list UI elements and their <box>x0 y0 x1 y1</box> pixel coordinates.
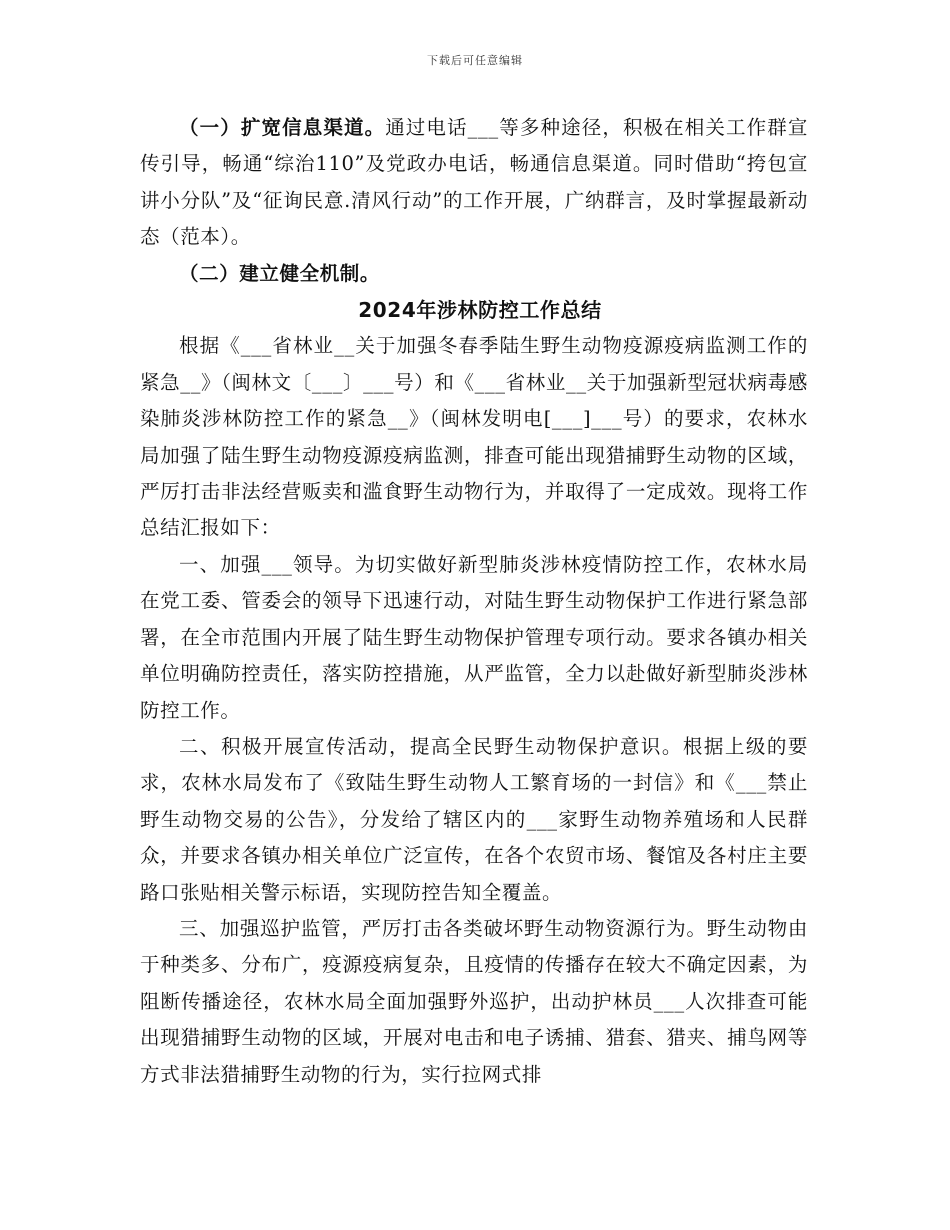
page-header: 下载后可任意编辑 <box>427 54 523 67</box>
document-title: 2024年涉林防控工作总结 <box>358 298 602 323</box>
paragraph-patrol: 三、加强巡护监管，严厉打击各类破坏野生动物资源行为。野生动物由于种类多、分布广，疫源疫病复杂，且疫情的传播存在较大不确定因素，为阻断传播途径，农林水局全面加强野外巡护，出动护林员___人次排查可能出现猎捕野生动物的区域，开展对电击和电子诱捕、猎套、猎夹、捕鸟网等方式非法猎捕野生动物的行为，实行拉网式排 <box>140 916 808 1086</box>
document-body <box>140 110 808 1093</box>
paragraph-publicity: 二、积极开展宣传活动，提高全民野生动物保护意识。根据上级的要求，农林水局发布了《致陆生野生动物人工繁育场的一封信》和《___禁止野生动物交易的公告》，分发给了辖区内的___家野生动物养殖场和人民群众，并要求各镇办相关单位广泛宣传，在各个农贸市场、餐馆及各村庄主要路口张贴相关警示标语，实现防控告知全覆盖。 <box>140 734 808 904</box>
paragraph-intro: 根据《___省林业__关于加强冬春季陆生野生动物疫源疫病监测工作的紧急__》（闽林文〔___〕___号）和《___省林业__关于加强新型冠状病毒感染肺炎涉林防控工作的紧急__》（闽林发明电[___]___号）的要求，农林水局加强了陆生野生动物疫源疫病监测，排查可能出现猎捕野生动物的区域，严厉打击非法经营贩卖和滥食野生动物行为，并取得了一定成效。现将工作总结汇报如下： <box>140 334 808 540</box>
section-two-heading: （二）建立健全机制。 <box>179 261 381 285</box>
section-one-paragraph <box>140 110 808 256</box>
section-one-lead: （一）扩宽信息渠道。 <box>179 116 386 139</box>
section-one-text: 通过电话___等多种途径，积极在相关工作群宣传引导，畅通“综治110”及党政办电话，畅通信息渠道。同时借助“挎包宣讲小分队”及“征询民意.清风行动”的工作开展，广纳群言，及时掌握最新动态（范本）。 <box>140 116 808 249</box>
paragraph-leadership: 一、加强___领导。为切实做好新型肺炎涉林疫情防控工作，农林水局在党工委、管委会的领导下迅速行动，对陆生野生动物保护工作进行紧急部署，在全市范围内开展了陆生野生动物保护管理专项行动。要求各镇办相关单位明确防控责任，落实防控措施，从严监管，全力以赴做好新型肺炎涉林防控工作。 <box>140 552 808 722</box>
